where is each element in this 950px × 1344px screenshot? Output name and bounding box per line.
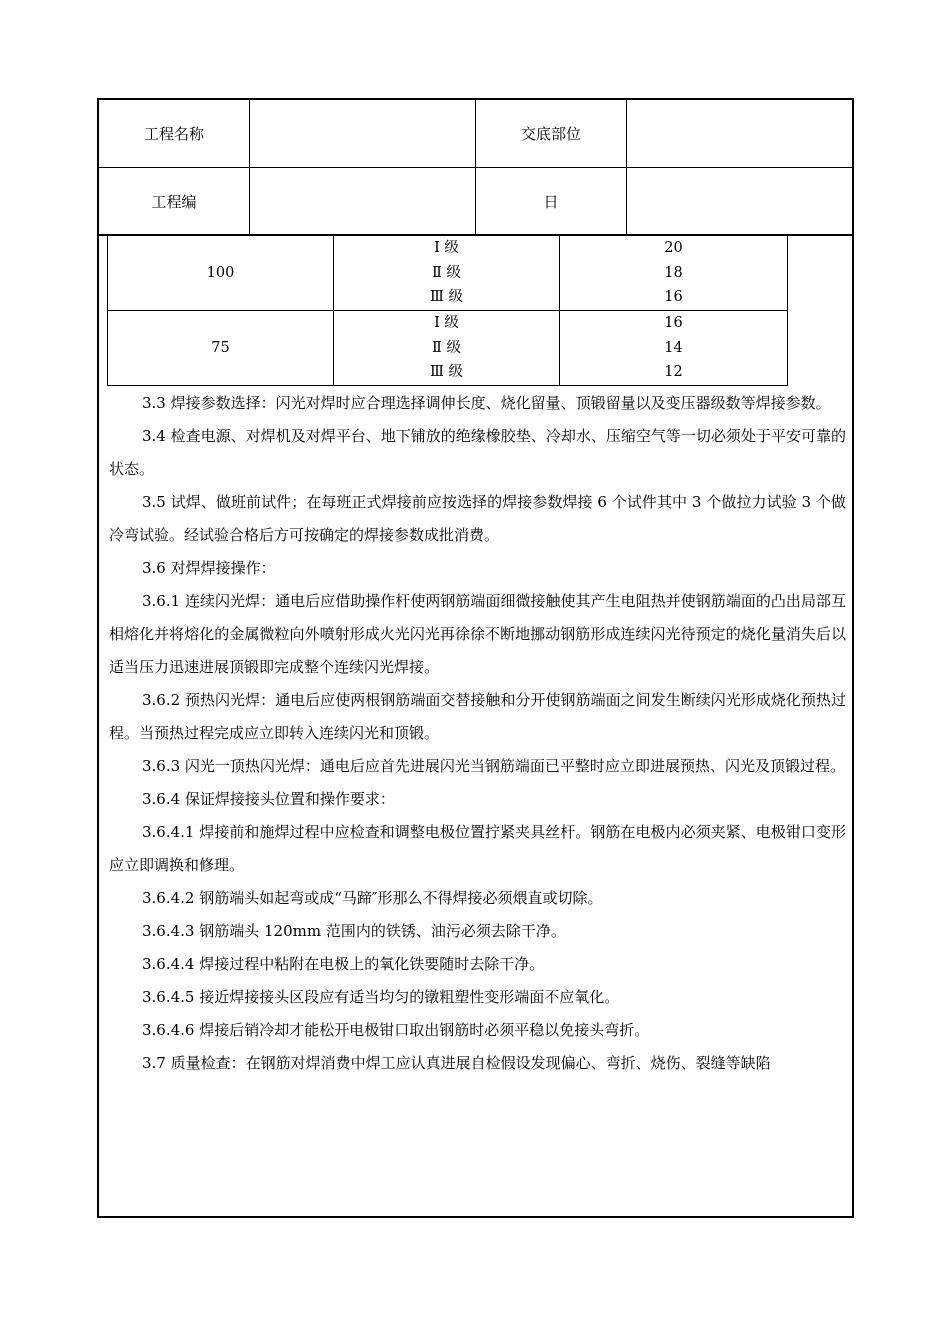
- paragraph: 3.3 焊接参数选择：闪光对焊时应合理选择调伸长度、烧化留量、顶锻留量以及变压器级数等焊接参数。: [142, 394, 831, 412]
- table-cell-numbers: [560, 236, 787, 310]
- table-row: [108, 236, 787, 311]
- parameter-table: [107, 236, 788, 386]
- paragraph: 3.6 对焊焊接操作：: [142, 559, 276, 577]
- number-value: 20: [664, 240, 683, 256]
- table-cell-numbers: [560, 311, 787, 385]
- document-body: [109, 387, 846, 1080]
- paragraph: 3.6.1 连续闪光焊：通电后应借助操作杆使两钢筋端面细微接触使其产生电阻热并使钢筋端面的凸出局部互相熔化并将熔化的金属微粒向外喷射形成火光闪光再徐徐不断地挪动钢筋形成连续闪光待预定的烧化量消失后以适当压力迅速进展顶锻即完成整个连续闪光焊接。: [109, 592, 846, 676]
- grade-label: Ⅰ 级: [434, 240, 459, 256]
- number-value: 18: [664, 264, 683, 281]
- grade-label: Ⅲ 级: [429, 289, 464, 305]
- paragraph: 3.4 检查电源、对焊机及对焊平台、地下铺放的绝缘橡胶垫、冷却水、压缩空气等一切必须处于平安可靠的状态。: [109, 427, 846, 478]
- number-value: 16: [664, 315, 683, 331]
- date-field[interactable]: [627, 168, 852, 234]
- part-label: 交底部位: [476, 100, 627, 167]
- grade-label: Ⅰ 级: [434, 315, 459, 331]
- number-value: 16: [664, 289, 683, 305]
- paragraph: 3.6.4 保证焊接接头位置和操作要求：: [142, 790, 395, 808]
- paragraph: 3.6.4.3 钢筋端头 120mm 范围内的铁锈、油污必须去除干净。: [142, 922, 566, 940]
- paragraph: 3.7 质量检查：在钢筋对焊消费中焊工应认真进展自检假设发现偏心、弯折、烧伤、裂缝等缺陷: [142, 1054, 771, 1072]
- date-label: 日: [476, 168, 627, 234]
- table-cell-value: 100: [108, 236, 334, 310]
- table-cell-grades: [334, 311, 560, 385]
- grade-label: Ⅲ 级: [429, 364, 464, 380]
- paragraph: 3.6.2 预热闪光焊：通电后应使两根钢筋端面交替接触和分开使钢筋端面之间发生断续闪光形成烧化预热过程。当预热过程完成应立即转入连续闪光和顶锻。: [109, 691, 846, 742]
- header-row-2: [99, 168, 852, 236]
- project-no-field[interactable]: [250, 168, 476, 234]
- paragraph: 3.6.4.5 接近焊接接头区段应有适当均匀的镦粗塑性变形端面不应氧化。: [142, 988, 620, 1006]
- header-row-1: [99, 100, 852, 168]
- project-name-field[interactable]: [250, 100, 476, 167]
- number-value: 14: [664, 339, 683, 356]
- paragraph: 3.6.4.6 焊接后销冷却才能松开电极钳口取出钢筋时必须平稳以免接头弯折。: [142, 1021, 650, 1039]
- paragraph: 3.5 试焊、做班前试件；在每班正式焊接前应按选择的焊接参数焊接 6 个试件其中 3 个做拉力试验 3 个做冷弯试验。经试验合格后方可按确定的焊接参数成批消费。: [109, 493, 846, 544]
- disclosure-form-frame: [97, 98, 854, 1218]
- paragraph: 3.6.4.4 焊接过程中粘附在电极上的氧化铁要随时去除干净。: [142, 955, 545, 973]
- project-no-label: 工程编: [99, 168, 250, 234]
- table-cell-value: 75: [108, 311, 334, 385]
- part-field[interactable]: [627, 100, 852, 167]
- paragraph: 3.6.4.1 焊接前和施焊过程中应检查和调整电极位置拧紧夹具丝杆。钢筋在电极内必须夹紧、电极钳口变形应立即调换和修理。: [109, 823, 846, 874]
- grade-label: Ⅱ 级: [432, 339, 461, 356]
- table-row: [108, 311, 787, 385]
- paragraph: 3.6.4.2 钢筋端头如起弯或成“马蹄″形那么不得焊接必须煨直或切除。: [142, 889, 603, 907]
- table-cell-grades: [334, 236, 560, 310]
- project-name-label: 工程名称: [99, 100, 250, 167]
- number-value: 12: [664, 364, 683, 380]
- paragraph: 3.6.3 闪光一顶热闪光焊：通电后应首先进展闪光当钢筋端面已平整时应立即进展预热、闪光及顶锻过程。: [142, 757, 845, 775]
- grade-label: Ⅱ 级: [432, 264, 461, 281]
